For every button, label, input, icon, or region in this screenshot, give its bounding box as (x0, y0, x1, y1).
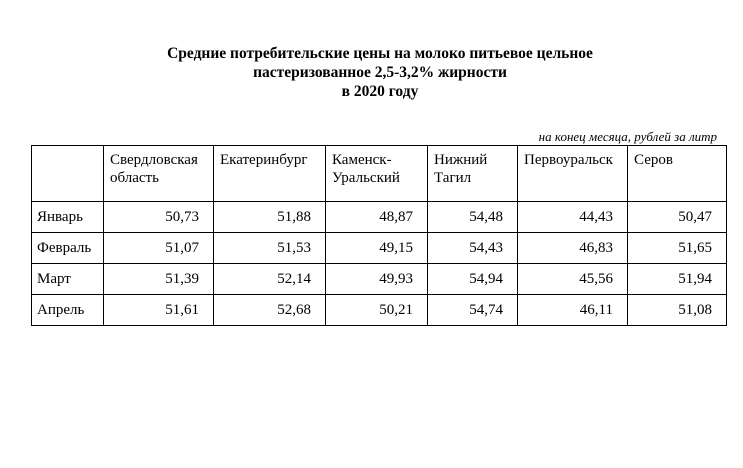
price-cell: 51,65 (628, 233, 727, 264)
price-cell: 51,88 (214, 202, 326, 233)
header-line: Каменск- (332, 152, 392, 168)
price-cell: 52,68 (214, 295, 326, 326)
header-line: Уральский (332, 170, 400, 186)
title-line-1: Средние потребительские цены на молоко питьевое цельное (167, 45, 593, 62)
price-cell: 50,47 (628, 202, 727, 233)
table-row (32, 233, 727, 264)
row-month-label: Январь (32, 202, 104, 233)
price-cell: 44,43 (518, 202, 628, 233)
price-cell: 51,07 (104, 233, 214, 264)
header-line: область (110, 170, 159, 186)
header-cell-ekaterinburg (214, 146, 326, 202)
table-header-row (32, 146, 727, 202)
price-cell: 54,74 (428, 295, 518, 326)
price-cell: 54,94 (428, 264, 518, 295)
price-cell: 52,14 (214, 264, 326, 295)
header-cell-sverdlovsk-oblast (104, 146, 214, 202)
header-line: Екатеринбург (220, 152, 308, 168)
header-cell-nizhny-tagil (428, 146, 518, 202)
header-cell-serov (628, 146, 727, 202)
price-table (31, 145, 727, 326)
price-cell: 54,48 (428, 202, 518, 233)
price-cell: 54,43 (428, 233, 518, 264)
header-cell-pervouralsk (518, 146, 628, 202)
price-cell: 49,93 (326, 264, 428, 295)
price-cell: 46,83 (518, 233, 628, 264)
title-line-2: пастеризованное 2,5-3,2% жирности (253, 64, 507, 81)
table-body (32, 202, 727, 326)
header-cell-kamensk-uralsky (326, 146, 428, 202)
header-line: Первоуральск (524, 152, 613, 168)
header-line: Серов (634, 152, 673, 168)
row-month-label: Март (32, 264, 104, 295)
table-row (32, 295, 727, 326)
table-row (32, 264, 727, 295)
header-line: Тагил (434, 170, 472, 186)
price-cell: 50,73 (104, 202, 214, 233)
title-line-3: в 2020 году (341, 83, 419, 100)
price-cell: 51,53 (214, 233, 326, 264)
units-note: на конец месяца, рублей за литр (538, 129, 717, 144)
row-month-label: Февраль (32, 233, 104, 264)
price-cell: 50,21 (326, 295, 428, 326)
price-cell: 49,15 (326, 233, 428, 264)
document-title (0, 44, 743, 101)
price-cell: 45,56 (518, 264, 628, 295)
price-cell: 48,87 (326, 202, 428, 233)
price-cell: 46,11 (518, 295, 628, 326)
header-line: Нижний (434, 152, 488, 168)
table-row (32, 202, 727, 233)
row-month-label: Апрель (32, 295, 104, 326)
price-cell: 51,94 (628, 264, 727, 295)
header-line: Свердловская (110, 152, 198, 168)
price-cell: 51,39 (104, 264, 214, 295)
price-cell: 51,08 (628, 295, 727, 326)
header-cell-empty (32, 146, 104, 202)
price-cell: 51,61 (104, 295, 214, 326)
